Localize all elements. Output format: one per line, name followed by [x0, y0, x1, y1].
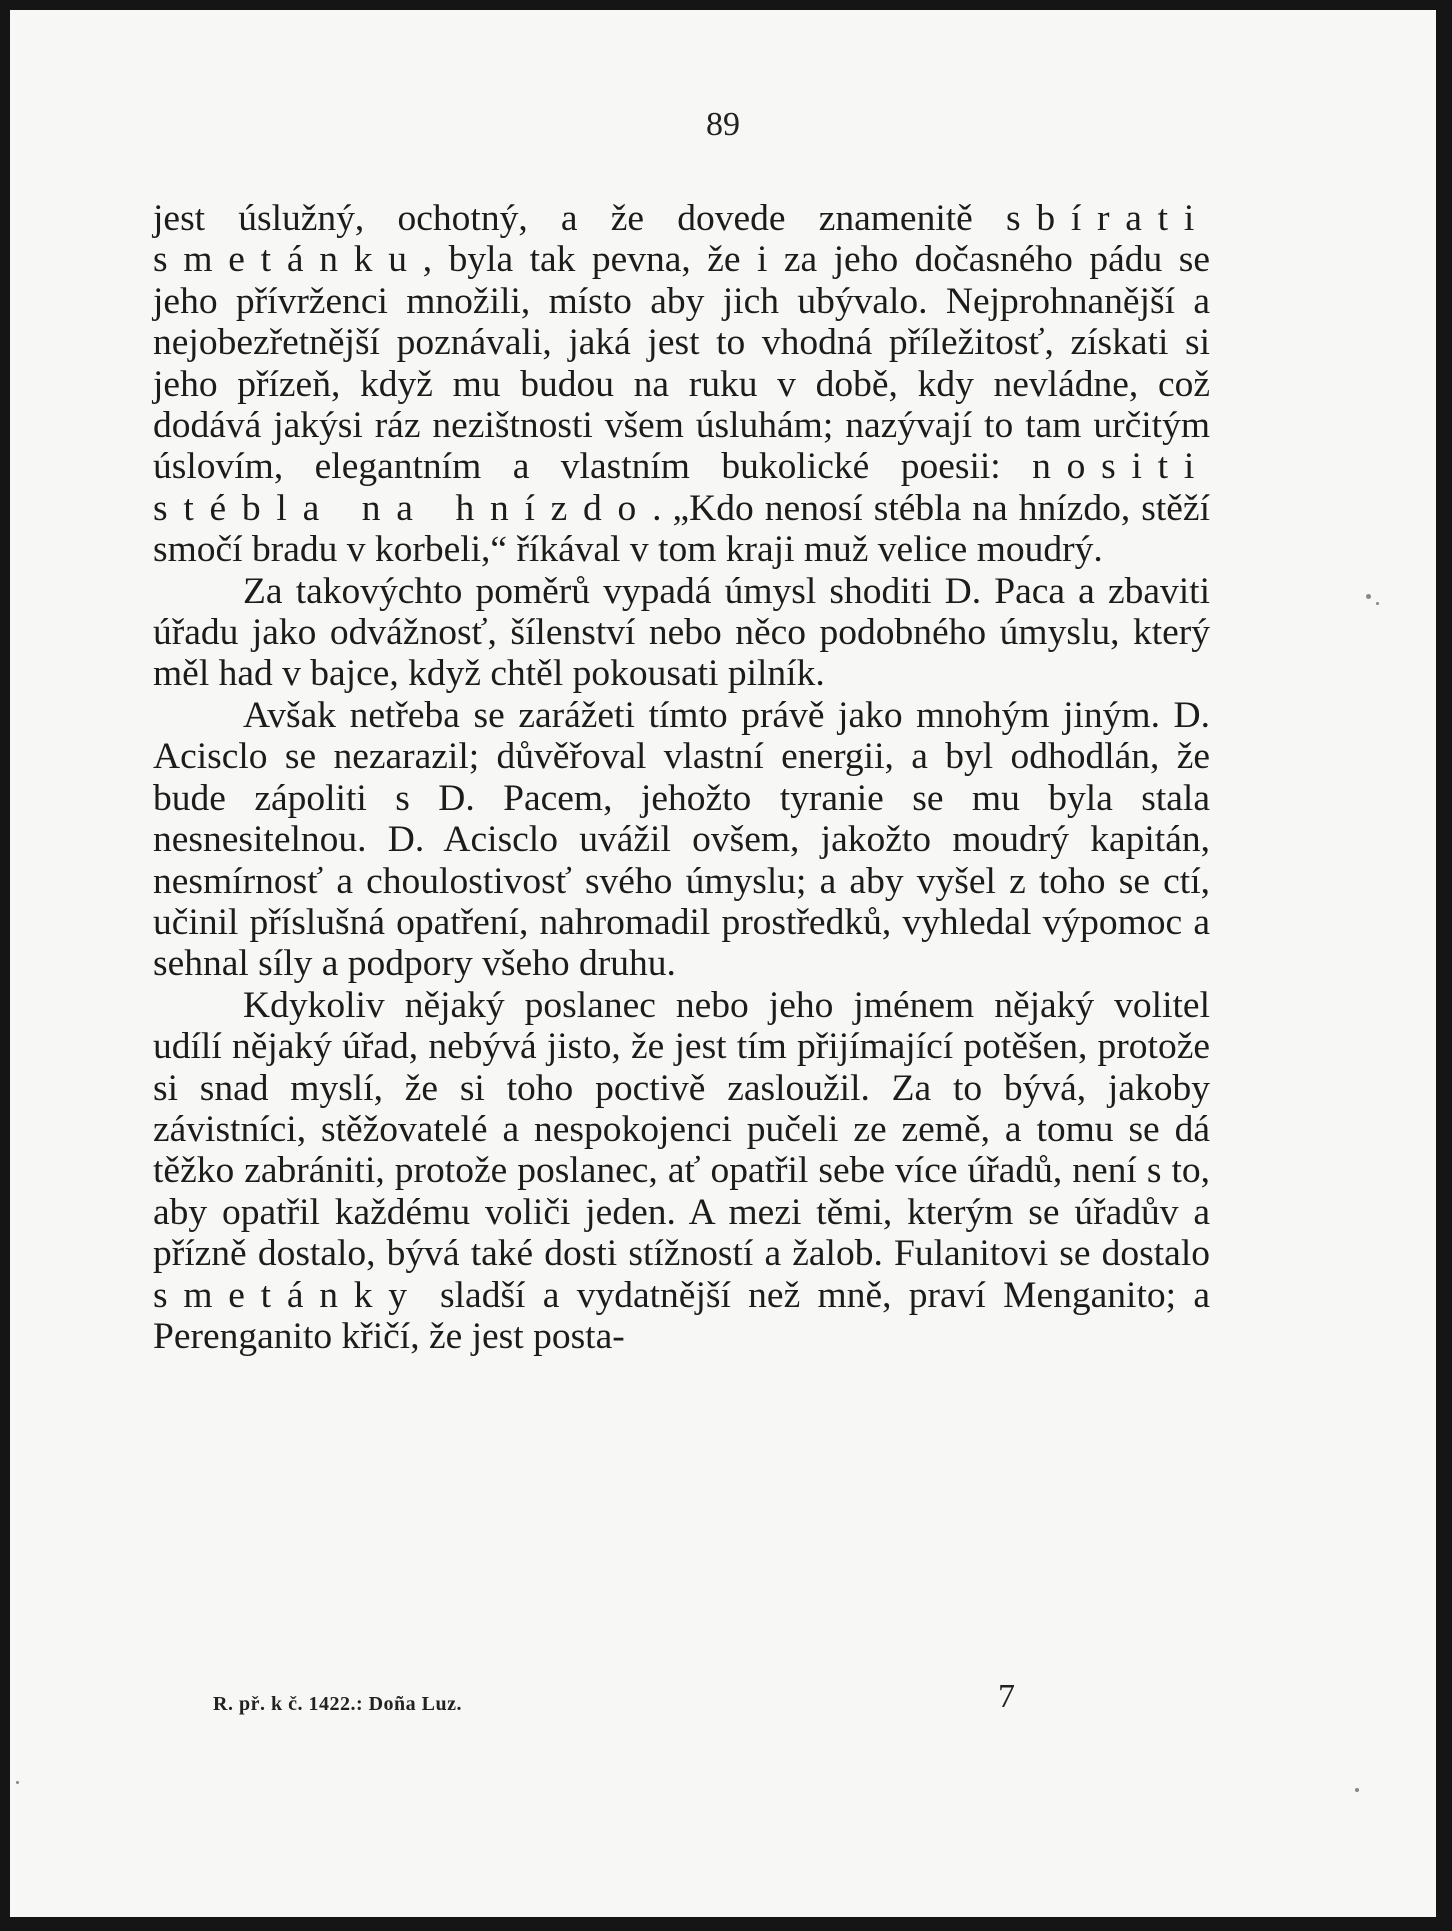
text-run: Za takovýchto poměrů vypadá úmysl shoditi D. Paca a zbaviti úřadu jako odvážnosť, šílenství nebo něco podobného úmyslu, který měl had v bajce, když chtěl pokousati pilník.	[153, 570, 1210, 695]
paragraph-1	[153, 198, 1210, 571]
page-number: 89	[706, 106, 740, 143]
sheet-number: 7	[998, 1678, 1015, 1715]
scan-speck	[1376, 602, 1379, 605]
scan-speck	[1366, 594, 1371, 599]
paragraph-3	[153, 695, 1210, 985]
scan-speck	[1355, 1788, 1359, 1792]
spaced-emphasis: nositi stébla na hnízdo	[153, 446, 1210, 529]
printer-signature: R. př. k č. 1422.: Doña Luz.	[213, 1693, 463, 1715]
text-run: . „Kdo nenosí stébla na hnízdo, stěží smočí bradu v korbeli,“ říkával v tom kraji muž velice moudrý.	[153, 487, 1210, 571]
book-page	[10, 10, 1436, 1917]
body-text	[153, 198, 1210, 1357]
scan-speck	[16, 1781, 19, 1784]
text-run: sladší a vydatnější než mně, praví Menganito; a Perenganito křičí, že jest posta-	[153, 1274, 1210, 1357]
spaced-emphasis: smetánky	[153, 1274, 423, 1316]
spaced-emphasis: sbírati smetánku	[153, 198, 1210, 281]
text-run: jest úslužný, ochotný, a že dovede znamenitě	[153, 198, 1007, 239]
paragraph-2	[153, 571, 1210, 695]
paragraph-4	[153, 985, 1210, 1358]
text-run: Avšak netřeba se zarážeti tímto právě jako mnohým jiným. D. Acisclo se nezarazil; důvěřoval vlastní energii, a byl odhodlán, že bude zápoliti s D. Pacem, jehožto tyranie se mu byla stala nesnesitelnou. D. Acisclo uvážil ovšem, jakožto moudrý kapitán, nesmírnosť a choulostivosť svého úmyslu; a aby vyšel z toho se ctí, učinil příslušná opatření, nahromadil prostředků, vyhledal výpomoc a sehnal síly a podpory všeho druhu.	[153, 694, 1210, 985]
text-run: Kdykoliv nějaký poslanec nebo jeho jménem nějaký volitel udílí nějaký úřad, nebývá jisto, že jest tím přijímající potěšen, protože si snad myslí, že si toho poctivě zasloužil. Za to bývá, jakoby závistníci, stěžovatelé a nespokojenci pučeli ze země, a tomu se dá těžko zabrániti, protože poslanec, ať opatřil sebe více úřadů, není s to, aby opatřil každému voliči jeden. A mezi těmi, kterým se úřadův a přízně dostalo, bývá také dosti stížností a žalob. Fulanitovi se dostalo	[153, 984, 1210, 1275]
text-run: , byla tak pevna, že i za jeho dočasného pádu se jeho přívrženci množili, místo aby jich ubývalo. Nejprohnanější a nejobezřetnější poznávali, jaká jest to vhodná příležitosť, získati si jeho přízeň, když mu budou na ruku v době, kdy nevládne, což dodává jakýsi ráz nezištnosti všem úsluhám; nazývají to tam určitým úslovím, elegantním a vlastním bukolické poesii:	[153, 239, 1210, 488]
